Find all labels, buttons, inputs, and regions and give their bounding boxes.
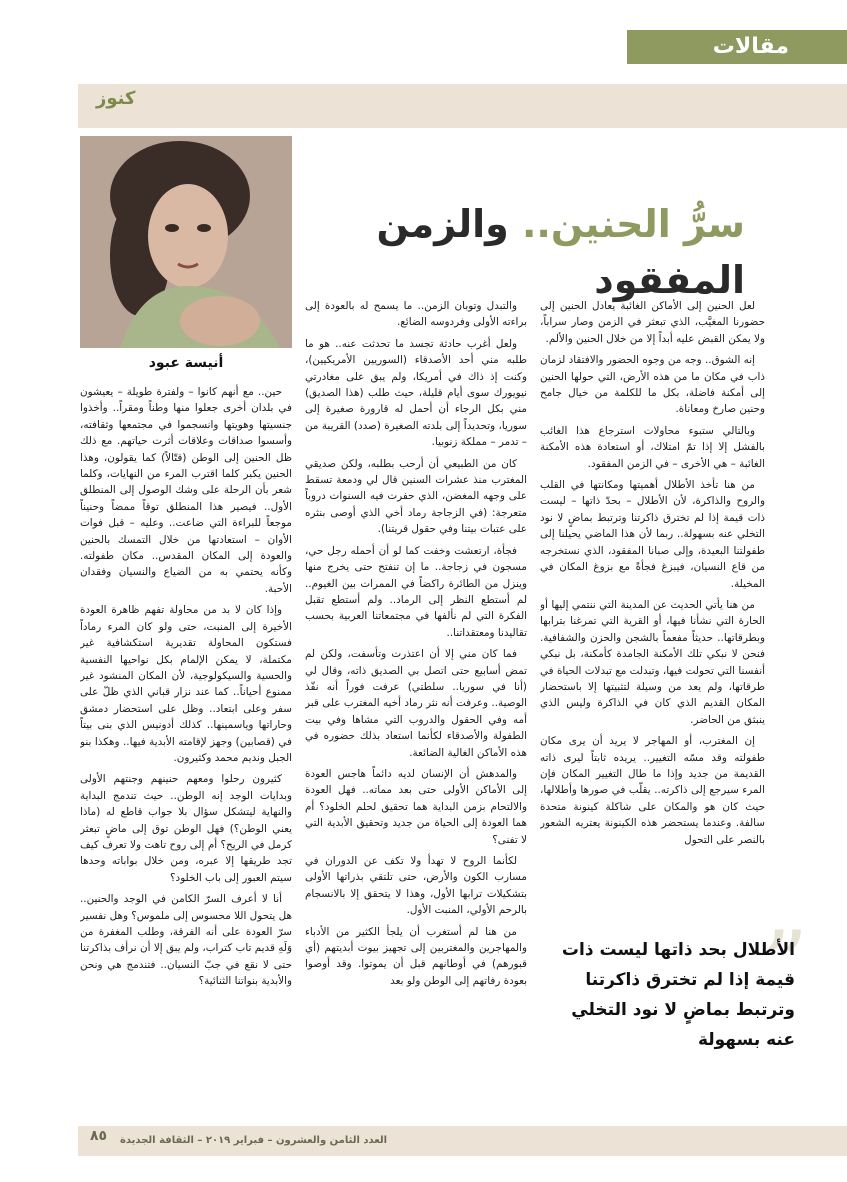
author-name: أنيسة عبود [148, 355, 224, 371]
paragraph: والمدهش أن الإنسان لديه دائماً هاجس العودة إلى الأماكن الأولى حتى بعد مماته.. فهل العودة والالتحام بزمن البداية هما تحقيق لحلم الخلود؟ أم هما العودة إلى الحياة من جديد وتحقيق الأبدية التي لا تفنى؟ [305, 767, 527, 846]
column-right [540, 298, 765, 926]
quote-mark-icon: ” [762, 912, 809, 1017]
section-label: مقالات [712, 34, 789, 59]
top-band [0, 0, 847, 34]
paragraph: لعل الحنين إلى الأماكن الغائبة يعادل الحنين إلى حضورنا المغيَّب، الذي تبعثر في الزمن وصار سراباً، ولا يمكن القبض عليه أبداً إلا من خلال الحنين والألم. [540, 300, 765, 345]
paragraph: ولعل أغرب حادثة تجسد ما تحدثت عنه.. هو ما طلبه مني أحد الأصدقاء (السوريين الأمريكيين)، وكنت إذ ذاك في أمريكا، ولم يبق على مغادرتي نيويورك سوى أيام قليلة، حيث طلب (هذا الصديق) مني بكل الرجاء أن أحمل له قارورة صغيرة إلى سوريا، وتحديداً إلى بلدته الصغيرة (صدد) القريبة من – تدمر – مملكة زنوبيا. [305, 337, 527, 449]
author-photo [80, 136, 292, 348]
subheader-band [78, 84, 847, 128]
paragraph: أنا لا أعرف السرّ الكامن في الوجد والحنين.. هل يتحول اللا محسوس إلى ملموس؟ وهل نفسير سرّ العودة على أنه الفرقة، وطلب المغفرة من وَلَهِ قديم تاب كتراب، ولم يبق إلا أن نرأف بذاكرتنا حتى لا نقع في جبّ النسيان.. فتندمج هي ونحن والأبدية بنواتنا الثنائية؟ [80, 893, 292, 988]
page-number: ٨٥ [90, 1128, 108, 1144]
headline-part2: والزمن المفقود [376, 202, 745, 302]
column-left [80, 384, 292, 1134]
paragraph: من هنا لم أستغرب أن يلجأ الكثير من الأدباء والمهاجرين والمغتربين إلى تجهيز بيوت أبديتهم (أي قبورهم) في أوطانهم قبل أن يموتوا. وقد أوصوا بعودة رفاتهم إلى الوطن ولو بعد [305, 925, 527, 987]
paragraph: من هنا يأتي الحديث عن المدينة التي ننتمي إليها أو الحارة التي نشأنا فيها، أو القرية التي تمرغنا بترابها وبطرقاتها.. حديثاً مفعماً بالشجن والحزن والشفافية. فنحن لا نبكي تلك الأمكنة الجامدة كأمكنة، بل نبكي أنفسنا التي تحولت فيها، وتبدلت مع تبدلات الحياة في طرقاتها، ولم يعد من وسيلة لتثبيتها إلا باستحضار المكان القديم الذي كان في الذاكرة وليس الذي ينبثق من الحاضر. [540, 598, 765, 726]
paragraph: وبالتالي ستبوء محاولات استرجاع هذا الغائب بالفشل إلا إذا تمّ امتلاك، أو استعادة هذه الأمكنة الغائبة – هي الأخرى – في الزمن المفقود. [540, 424, 765, 470]
portrait-icon [80, 136, 292, 348]
subheader-label: كنوز [96, 88, 136, 109]
paragraph: كثيرون رحلوا ومعهم حنينهم وجنتهم الأولى وبدايات الوجد إنه الوطن.. حيث تندمج البداية والنهاية ليتشكل سؤال بلا جواب قاطع له (ماذا يعني الوطن؟) فهل الوطن توق إلى ماضٍ تبعثر كرمل في الريح؟ أم إلى روح تاهت ولا تعرف كيف تجد طريقها إلا عبره، ومن خلال بواباته وحدها سيتم العبور إلى باب الخلود؟ [80, 773, 292, 884]
pull-quote: الأطلال بحد ذاتها ليست ذات قيمة إذا لم تخترق ذاكرتنا وترتبط بماضٍ لا نود التخلي عنه بسهولة [561, 940, 795, 1050]
paragraph: فجأة، ارتعشت وخفت كما لو أن أحمله رجل حي، مسجون في زجاجة.. ما إن تنفتح حتى يخرج منها وينزل من الطائرة راكضاً في الممرات بين الغيوم.. لم أستطع النظر إلى الرماد.. ولم أستطع تقبل الفكرة التي لم نألفها في مجتمعاتنا العربية بحسب تقاليدنا ومعتقداتنا.. [305, 544, 527, 639]
paragraph: إن المغترب، أو المهاجر لا يريد أن يرى مكان طفولته وقد مسّه التغيير.. يريده ثابتاً ليرى ذاته القديمة من جديد وإذا ما طال التغيير المكان فإن المرء سيرجع إلى ذاكرته.. يقلّب في صورها وأطلالها، حيث كان هو والمكان على شاكلة كينونة متحدة سالفة. وعندما يستحضر هذه الكينونة يعتريه الشعور بالنصر على التحول [540, 735, 765, 846]
paragraph: لكأنما الروح لا تهدأ ولا تكف عن الدوران في مسارب الكون والأرض، حتى تلتقي بذراتها الأولى بتشكيلات ترابها الأول، وهذا لا يتحقق إلا بالانسجام بالرحم الأولي، المنبت الأول. [305, 855, 527, 917]
paragraph: من هنا تأخذ الأطلال أهميتها ومكانتها في القلب والروح والذاكرة، لأن الأطلال – بحدّ ذاتها – ليست ذات قيمة إذا لم تخترق ذاكرتنا وترتبط بماضٍ لا نود التخلي عنه بسهولة.. ربما لأن هذا الماضي يحيلنا إلى طفولتنا البعيدة، وإلى صبانا المفقود، الذي نستخرجه من قاع النسيان، فيبزغ فجأةً مع بزوغ المكان في المخيلة. [540, 479, 765, 590]
paragraph: فما كان مني إلا أن اعتذرت وتأسفت، ولكن لم تمض أسابيع حتى اتصل بي الصديق ذاته، وقال لي (أنا في سوريا.. سلطتي) عرفت فوراً أنه نفّذ الوصية.. وعرفت أنه نثر رماد أخيه المغترب على قبر أمه وفي الحقول والدروب التي مشاها وفي بيت الطفولة والأصدقاء لكأنما استعاد بذلك حضوره في هذه الأماكن الغالية الضائعة. [305, 648, 527, 759]
column-middle [305, 298, 527, 1138]
paragraph: وإذا كان لا بد من محاولة تفهم ظاهرة العودة الأخيرة إلى المنبت، حتى ولو كان المرء رماداً فستكون المحاولة تقديرية استكشافية غير مكتملة، لا يمكن الإلمام بكل نواحيها النفسية والحسية والسيكولوجية، لأن المكان المنشود غير ممنوع أحياناً.. كما عند نزار قباني الذي ظلّ على سفر وعلى ابتعاد.. وظل على استحضار دمشق وحاراتها وياسمينها.. كذلك أدونيس الذي بنى بيتاً في (قصابين) وجهز لإقامته الأبدية فيها.. وهكذا بنو الجبل ونديم محمد وكثيرون. [80, 604, 292, 764]
headline-part1: سرُّ الحنين.. [521, 202, 745, 246]
paragraph: إنه الشوق.. وجه من وجوه الحضور والافتقاد لزمان ذاب في مكان ما من هذه الأرض، التي حولها الحنين إلى أمكنة فاضلة، بكل ما للكلمة من خيال جامح وحنين صارخ ومعاناة. [540, 354, 765, 416]
paragraph: كان من الطبيعي أن أرحب بطلبه، ولكن صديقي المغترب منذ عشرات السنين قال لي ودمعة تسقط على وجهه المغضن، الذي حفرت فيه السنوات دروباً متعرجة: (في الزجاجة رماد أخي الذي أوصى بنثره على عتبات بيتنا وفي حقول قريتنا). [305, 457, 527, 536]
paragraph: والتبدل وتوبان الزمن.. ما يسمح له بالعودة إلى براءته الأولى وفردوسه الضائع. [305, 300, 527, 329]
footer-issue: العدد الثامن والعشرون – فبراير ٢٠١٩ – الثقافة الجديدة [120, 1135, 388, 1146]
paragraph: حين.. مع أنهم كانوا – ولفترة طويلة – يعيشون في بلدان أخرى جعلوا منها وطناً ومقراً.. وأخذوا جنسيتها وهويتها وانسجموا في مجتمعها وثقافته، وأسسوا صداقات وعلاقات أثرت حياتهم. مع ذلك ظل الحنين إلى الوطن (قتّالاً) كما يقولون، وهذا الحنين يكبر كلما اقترب المرء من النهايات، وكلما شعر بأن الرحلة على وشك الوصول إلى المنطلق الأول.. فيصير هذا المنطلق توقاً ممضاً وحنيناً موجعاً للبراءة التي ضاعت.. وعليه – قبل فوات الأوان – استعادتها من خلال التمسك بالحنين والعودة إلى المكان المقدس.. مكان طفولته. وكأنه يحتمي به من الضياع والنسيان وفقدان الأحبة. [80, 386, 292, 595]
article-headline [300, 196, 745, 308]
